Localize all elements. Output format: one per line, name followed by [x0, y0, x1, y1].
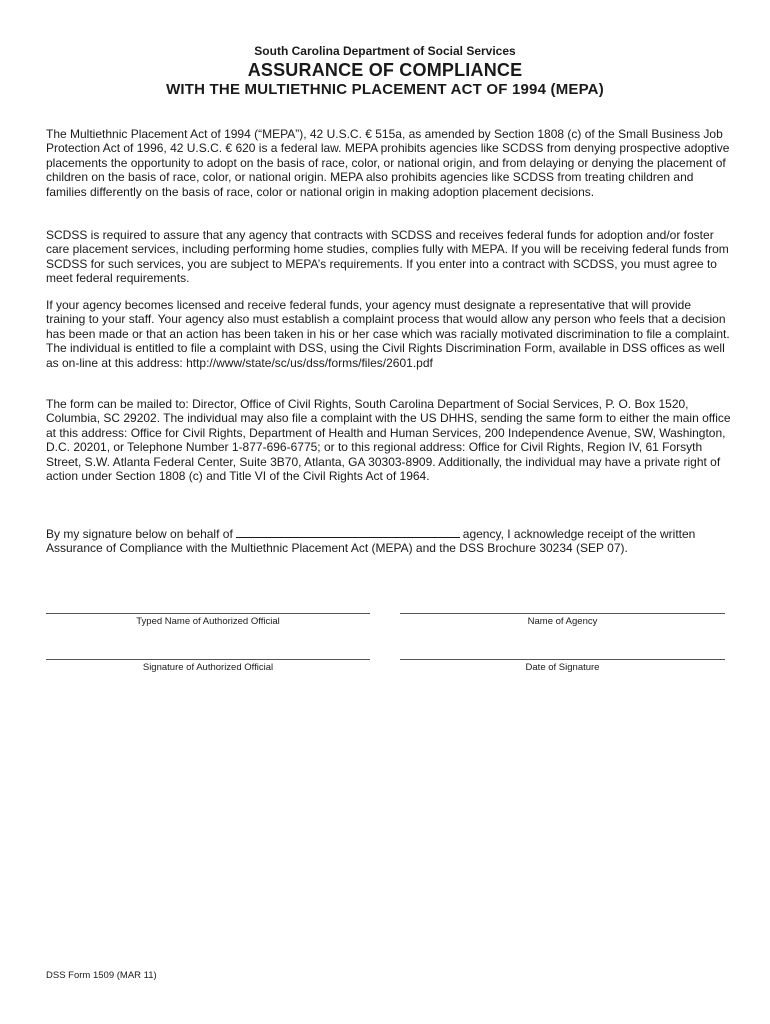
document-title: ASSURANCE OF COMPLIANCE — [247, 60, 523, 80]
form-id: DSS Form 1509 (MAR 11) — [46, 970, 157, 981]
acknowledgement-statement — [46, 527, 732, 556]
acknowledgement-prefix: By my signature below on behalf of — [46, 527, 233, 541]
typed-name-line[interactable] — [46, 613, 370, 614]
paragraph-mepa-overview: The Multiethnic Placement Act of 1994 (“MEPA”), 42 U.S.C. € 515a, as amended by Section 1808 (c) of the Small Business Job Protection Act of 1996, 42 U.S.C. € 620 is a federal law. MEPA prohibits agencies like SCDSS from denying prospective adoptive placements the opportunity to adopt on the basis of race, color, or national origin, and from delaying or denying the placement of children on the basis of race, color, or national origin. MEPA also prohibits agencies like SCDSS from treating children and families differently on the basis of race, color or national origin in making adoption placement decisions. — [46, 127, 730, 199]
agency-name: South Carolina Department of Social Services — [254, 44, 516, 58]
date-label: Date of Signature — [525, 662, 600, 673]
paragraph-complaint-process: If your agency becomes licensed and receive federal funds, your agency must designate a representative that will provide training to your staff. Your agency also must establish a complaint process that would allow any person who feels that a decision has been made or that an action has been taken in his or her case which was racially motivated discrimination to file a complaint. The individual is entitled to file a complaint with DSS, using the Civil Rights Discrimination Form, available in DSS offices as well as on-line at this address: http://www/state/sc/us/dss/forms/files/2601.pdf — [46, 298, 730, 370]
typed-name-label: Typed Name of Authorized Official — [136, 616, 280, 627]
acknowledgement-suffix: agency, I acknowledge receipt of the written Assurance of Compliance with the Multiethnic Placement Act (MEPA) and the DSS Brochure 30234 (SEP 07). — [46, 527, 696, 556]
paragraph-scdss-requirement: SCDSS is required to assure that any agency that contracts with SCDSS and receives federal funds for adoption and/or foster care placement services, including performing home studies, complies fully with MEPA. If you will be receiving federal funds from SCDSS for such services, you are subject to MEPA’s requirements. If you enter into a contract with SCDSS, you must agree to meet federal requirements. — [46, 228, 729, 286]
paragraph-mailing-address: The form can be mailed to: Director, Office of Civil Rights, South Carolina Department of Social Services, P. O. Box 1520, Columbia, SC 29202. The individual may also file a complaint with the US DHHS, sending the same form to either the main office at this address: Office for Civil Rights, Department of Health and Human Services, 200 Independence Avenue, SW, Washington, D.C. 20201, or Telephone Number 1-877-696-6775; or to this regional address: Office for Civil Rights, Region IV, 61 Forsyth Street, S.W. Atlanta Federal Center, Suite 3B70, Atlanta, GA 30303-8909. Additionally, the individual may have a private right of action under Section 1808 (c) and Title VI of the Civil Rights Act of 1964. — [46, 397, 731, 484]
signature-line[interactable] — [46, 659, 370, 660]
document-subtitle: WITH THE MULTIETHNIC PLACEMENT ACT OF 1994 (MEPA) — [166, 81, 604, 98]
agency-name-label: Name of Agency — [527, 616, 598, 627]
date-line[interactable] — [400, 659, 725, 660]
agency-name-line[interactable] — [400, 613, 725, 614]
agency-name-blank-field[interactable] — [236, 527, 460, 538]
signature-label: Signature of Authorized Official — [142, 662, 274, 673]
